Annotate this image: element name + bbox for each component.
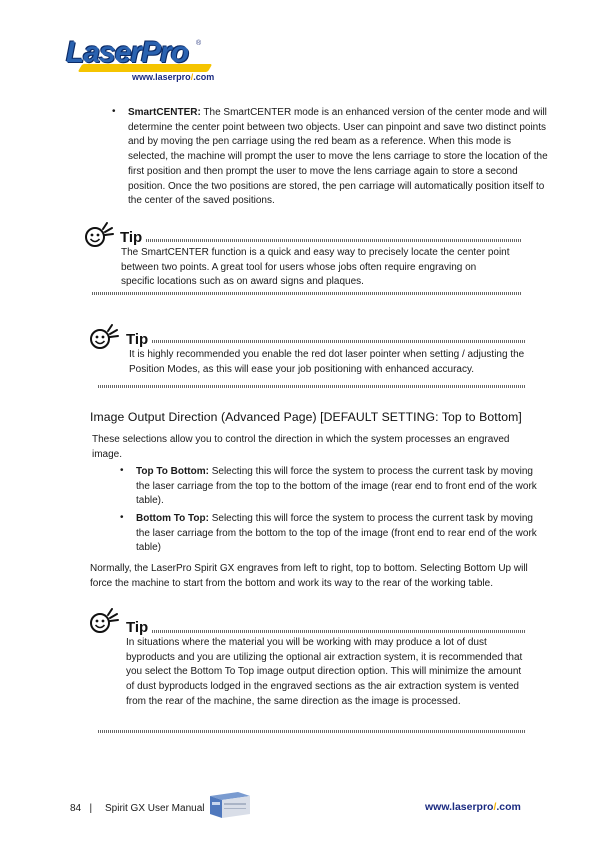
laser-engraver-machine-image (208, 790, 252, 822)
smiley-face-icon (88, 322, 124, 352)
laserpro-logo (62, 36, 232, 86)
footer-website-link[interactable] (425, 801, 521, 813)
tip-dotted-rule-bottom (92, 292, 522, 295)
tip-dotted-rule (152, 630, 525, 633)
smiley-face-icon (88, 606, 124, 636)
page-number (70, 802, 92, 817)
manual-title: Spirit GX User Manual (105, 803, 205, 814)
bullet-dot: • (112, 106, 116, 117)
tip-dotted-rule-bottom (98, 385, 525, 388)
smartcenter-bullet (112, 106, 548, 209)
logo-registered-mark: ® (196, 40, 202, 47)
option-text (136, 465, 540, 509)
option-text (136, 512, 540, 556)
footer-url-text: www.laserpro (425, 801, 494, 813)
option-label: Bottom To Top: (136, 513, 209, 524)
tip-dotted-rule (152, 340, 525, 343)
footer-url-suffix: .com (496, 801, 521, 813)
tip-text: The SmartCENTER function is a quick and easy way to precisely locate the center point between two points. A great tool for users whose jobs often require engraving on specific locations such as on award signs and plaques. (121, 247, 510, 288)
logo-wordmark: LaserPro (66, 36, 189, 69)
tip-title: Tip (126, 331, 149, 348)
direction-note: Normally, the LaserPro Spirit GX engraves from left to right, top to bottom. Selecting Bottom Up will force the machine to start from the bottom and work its way to the rear of the working table. (90, 563, 528, 589)
tip-title: Tip (120, 229, 143, 246)
smartcenter-label: SmartCENTER: (128, 107, 201, 118)
smartcenter-text (128, 106, 548, 209)
logo-url (132, 72, 214, 82)
option-description: Selecting this will force the system to process the current task by moving the laser carriage from the top to the bottom of the image (rear end to front end of the work table). (136, 466, 537, 507)
footer-url-mark: / (493, 801, 497, 813)
logo-url-suffix: .com (193, 72, 215, 82)
page-number-value: 84 (70, 803, 82, 814)
option-top-to-bottom (120, 465, 540, 509)
tip-dotted-rule-bottom (98, 730, 525, 733)
section-intro: These selections allow you to control the direction in which the system processes an engraved image. (92, 434, 510, 460)
footer-separator: | (89, 803, 93, 814)
tip-title: Tip (126, 619, 149, 636)
option-label: Top To Bottom: (136, 466, 209, 477)
bullet-dot: • (120, 465, 124, 476)
section-heading: Image Output Direction (Advanced Page) [DEFAULT SETTING: Top to Bottom] (90, 410, 522, 424)
logo-url-text: www.laserpro (132, 72, 191, 82)
smiley-face-icon (83, 220, 119, 250)
option-bottom-to-top (120, 512, 540, 556)
smartcenter-description: The SmartCENTER mode is an enhanced version of the center mode and will determine the center point between two objects. User can pinpoint and save two distinct points and by moving the pen carriage using the red beam as a reference. When this mode is selected, the machine will prompt the user to move the lens carriage to store the location of the first position and then prompt the user to move the lens carriage again to store a second position. Once the two positions are stored, the pen carriage will automatically position itself to the center of the saved positions. (128, 107, 548, 207)
tip-text: It is highly recommended you enable the red dot laser pointer when setting / adjusting the Position Modes, as this will ease your job positioning with enhanced accuracy. (129, 349, 525, 375)
tip-dotted-rule (146, 239, 522, 242)
bullet-dot: • (120, 512, 124, 523)
logo-url-mark: / (190, 72, 194, 82)
tip-text: In situations where the material you will be working with may produce a lot of dust byproducts and you are utilizing the optional air extraction system, it is recommended that you select the Bottom To Top image output direction option. This will minimize the amount of dust byproducts lodged in the engraved sections as the air extraction system is vented from the rear of the machine, the same direction as the image is processed. (126, 637, 523, 707)
option-description: Selecting this will force the system to process the current task by moving the laser carriage from the bottom to the top of the image (front end to rear end of the work table) (136, 513, 537, 554)
